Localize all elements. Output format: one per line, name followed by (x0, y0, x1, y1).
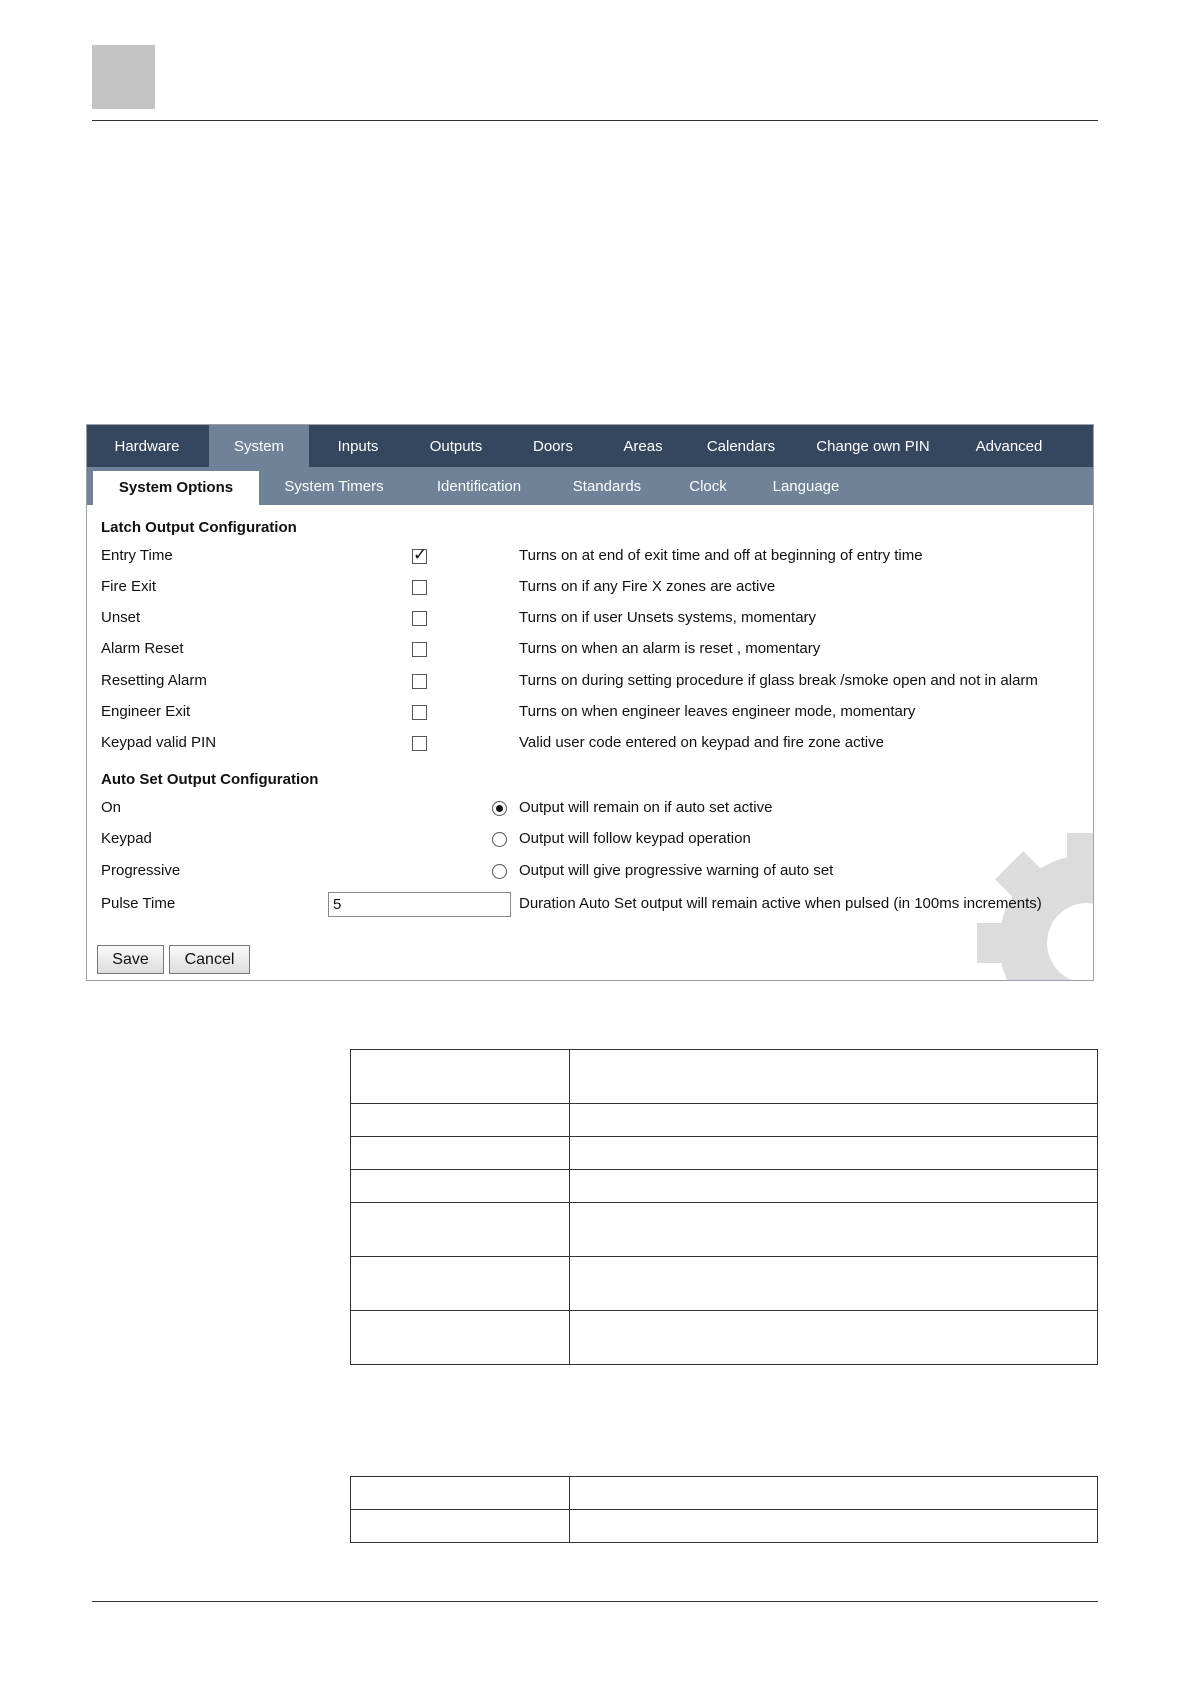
latch-label: Engineer Exit (101, 703, 191, 720)
tab-system[interactable]: System (209, 425, 309, 467)
subtab-language[interactable]: Language (772, 478, 840, 495)
table-row (351, 1203, 1098, 1257)
tab-areas[interactable]: Areas (623, 438, 663, 455)
table-cell (351, 1257, 570, 1311)
tab-advanced[interactable]: Advanced (975, 438, 1043, 455)
tab-change-own-pin[interactable]: Change own PIN (816, 438, 930, 455)
table-cell (351, 1137, 570, 1170)
latch-desc: Turns on at end of exit time and off at beginning of entry time (519, 547, 923, 564)
latch-desc: Turns on when an alarm is reset , momentary (519, 640, 821, 657)
latch-label: Resetting Alarm (101, 672, 207, 689)
table-row (351, 1104, 1098, 1137)
autoset-radio-keypad[interactable] (492, 832, 507, 847)
latch-checkbox-alarm-reset[interactable] (412, 642, 427, 657)
table-cell (570, 1137, 1098, 1170)
autoset-radio-progressive[interactable] (492, 864, 507, 879)
table-row (351, 1257, 1098, 1311)
table-row (351, 1311, 1098, 1365)
latch-section-title: Latch Output Configuration (101, 519, 297, 536)
autoset-label: On (101, 799, 122, 816)
table-row (351, 1050, 1098, 1104)
autoset-section-title: Auto Set Output Configuration (101, 771, 319, 788)
table-row (351, 1510, 1098, 1543)
subtab-clock[interactable]: Clock (689, 478, 727, 495)
table-cell (351, 1311, 570, 1365)
table-cell (351, 1510, 570, 1543)
autoset-desc: Output will remain on if auto set active (519, 799, 773, 816)
top-nav (87, 425, 1093, 468)
autoset-radio-on[interactable] (492, 801, 507, 816)
autoset-desc: Output will give progressive warning of auto set (519, 862, 834, 879)
latch-checkbox-engineer-exit[interactable] (412, 705, 427, 720)
table-cell (570, 1510, 1098, 1543)
table-cell (570, 1257, 1098, 1311)
document-table-2 (350, 1476, 1098, 1543)
tab-outputs[interactable]: Outputs (429, 438, 483, 455)
latch-checkbox-entry-time[interactable] (412, 549, 427, 564)
table-cell (570, 1104, 1098, 1137)
latch-label: Keypad valid PIN (101, 734, 217, 751)
latch-label: Entry Time (101, 547, 173, 564)
latch-label: Unset (101, 609, 141, 626)
latch-desc: Turns on if any Fire X zones are active (519, 578, 776, 595)
table-cell (570, 1311, 1098, 1365)
table-cell (351, 1170, 570, 1203)
table-cell (351, 1104, 570, 1137)
table-cell (570, 1203, 1098, 1257)
table-cell (351, 1477, 570, 1510)
latch-label: Fire Exit (101, 578, 157, 595)
latch-desc: Turns on during setting procedure if glass break /smoke open and not in alarm (519, 672, 1038, 689)
latch-checkbox-keypad-valid-pin[interactable] (412, 736, 427, 751)
latch-checkbox-unset[interactable] (412, 611, 427, 626)
table-cell (351, 1050, 570, 1104)
save-button[interactable]: Save (97, 945, 164, 974)
latch-desc: Turns on if user Unsets systems, momentary (519, 609, 817, 626)
latch-checkbox-fire-exit[interactable] (412, 580, 427, 595)
subtab-system-timers[interactable]: System Timers (284, 478, 384, 495)
table-row (351, 1170, 1098, 1203)
subtab-standards[interactable]: Standards (572, 478, 642, 495)
latch-desc: Valid user code entered on keypad and fire zone active (519, 734, 884, 751)
tab-inputs[interactable]: Inputs (337, 438, 379, 455)
pulse-time-label: Pulse Time (101, 895, 176, 912)
latch-desc: Turns on when engineer leaves engineer mode, momentary (519, 703, 916, 720)
table-cell (351, 1203, 570, 1257)
autoset-label: Keypad (101, 830, 152, 847)
table-cell (570, 1477, 1098, 1510)
tab-hardware[interactable]: Hardware (114, 438, 180, 455)
pulse-time-input[interactable] (328, 892, 511, 917)
tab-doors[interactable]: Doors (532, 438, 573, 455)
footer-rule (92, 1601, 1098, 1602)
system-options-screenshot (86, 424, 1094, 981)
subtab-identification[interactable]: Identification (436, 478, 522, 495)
pulse-time-desc: Duration Auto Set output will remain active when pulsed (in 100ms increments) (519, 895, 1042, 912)
header-rule (92, 120, 1098, 121)
table-cell (570, 1170, 1098, 1203)
latch-checkbox-resetting-alarm[interactable] (412, 674, 427, 689)
latch-label: Alarm Reset (101, 640, 184, 657)
autoset-desc: Output will follow keypad operation (519, 830, 751, 847)
header-gray-box (92, 45, 155, 109)
autoset-label: Progressive (101, 862, 181, 879)
subtab-system-options[interactable]: System Options (93, 471, 259, 505)
table-row (351, 1477, 1098, 1510)
document-table-1 (350, 1049, 1098, 1365)
tab-calendars[interactable]: Calendars (706, 438, 776, 455)
table-cell (570, 1050, 1098, 1104)
cancel-button[interactable]: Cancel (169, 945, 250, 974)
table-row (351, 1137, 1098, 1170)
sub-nav (87, 467, 1093, 505)
